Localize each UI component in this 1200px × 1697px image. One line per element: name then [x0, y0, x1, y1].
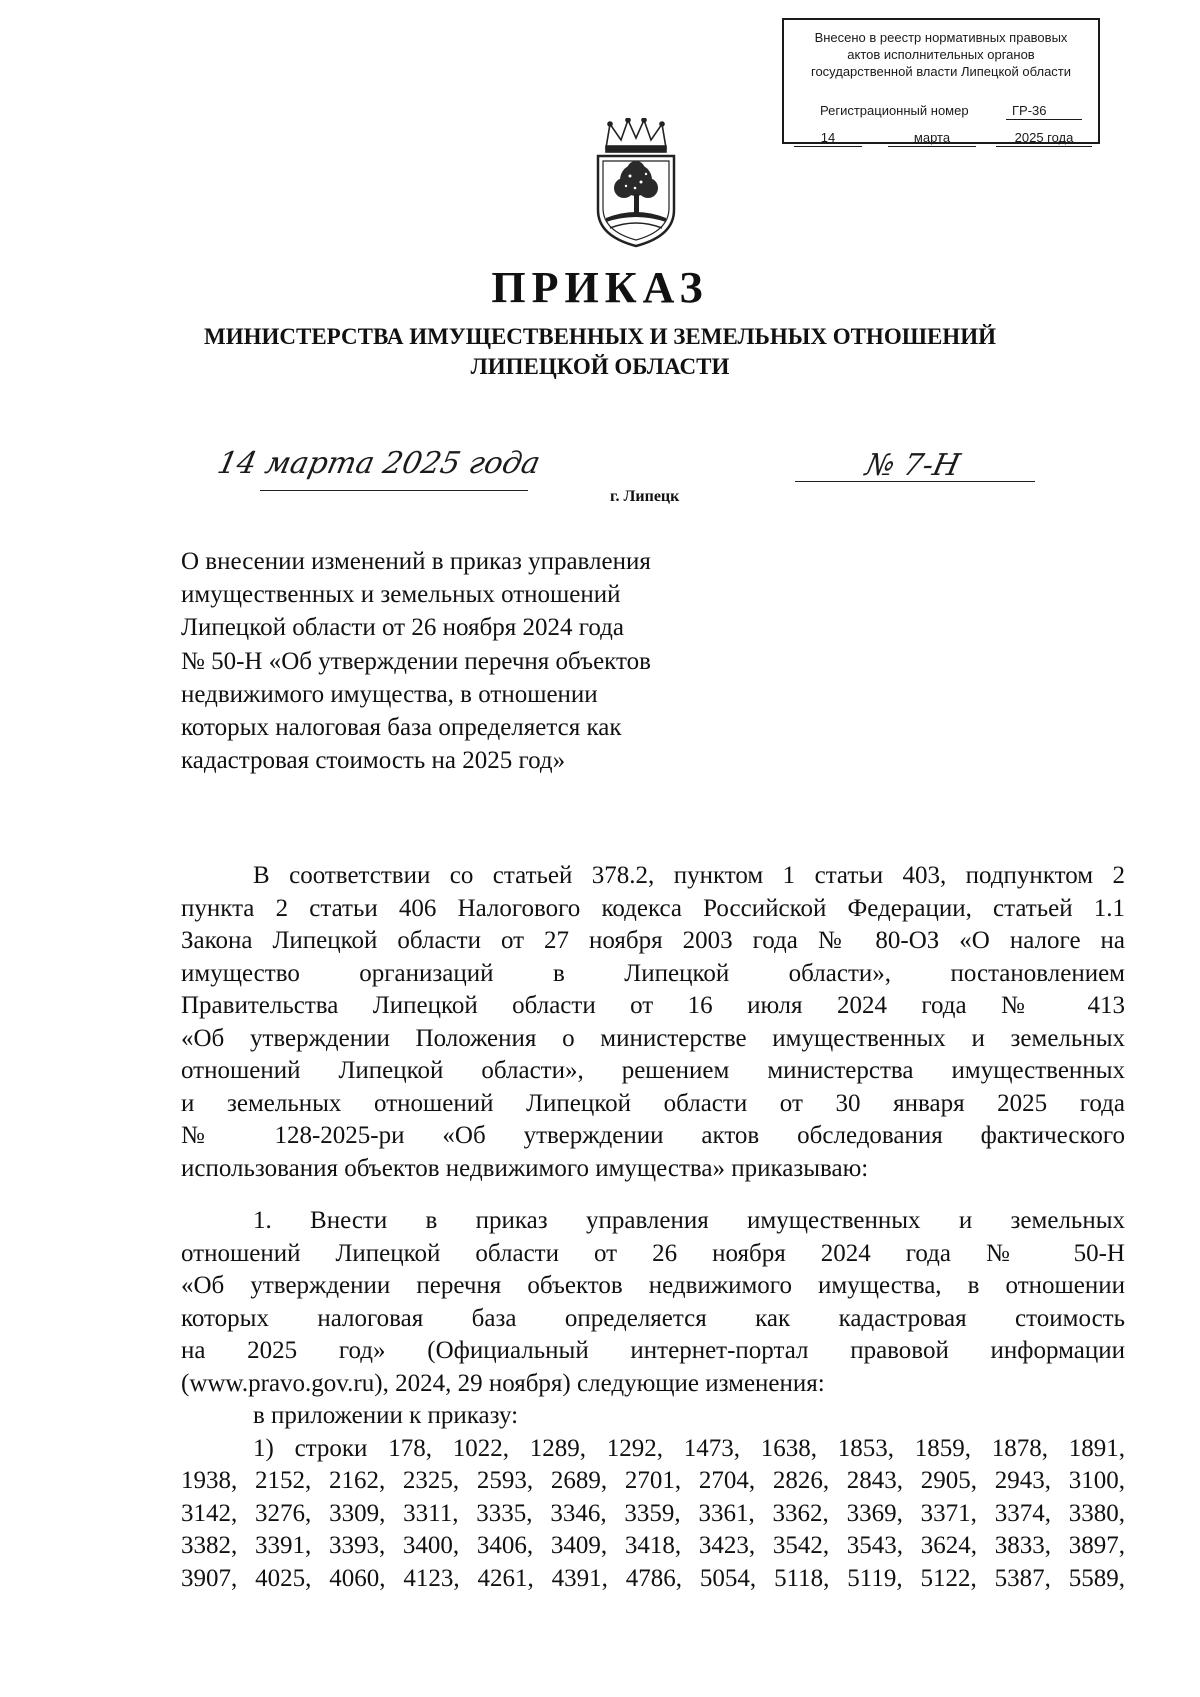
- preamble-line: Правительства Липецкой области от 16 июля 2024 года № 413: [181, 992, 1125, 1019]
- date-underline: [260, 490, 528, 491]
- ministry-line: МИНИСТЕРСТВА ИМУЩЕСТВЕННЫХ И ЗЕМЕЛЬНЫХ ОТНОШЕНИЙ: [204, 324, 996, 349]
- item1-line: которых налоговая база определяется как кадастровая стоимость: [181, 1304, 1125, 1332]
- document-title: ПРИКАЗ: [491, 263, 709, 312]
- subject-line: О внесении изменений в приказ управления: [181, 548, 651, 575]
- preamble-line: пункта 2 статьи 406 Налогового кодекса Российской Федерации, статьей 1.1: [181, 894, 1125, 922]
- stamp-year: 2025 года: [996, 130, 1092, 147]
- stamp-line: государственной власти Липецкой области: [810, 64, 1072, 79]
- stamp-line: Внесено в реестр нормативных правовых: [814, 30, 1068, 45]
- subject-line: имущественных и земельных отношений: [181, 581, 621, 609]
- item1-line: на 2025 год» (Официальный интернет-портал правовой информации: [181, 1337, 1125, 1364]
- rows-line: 3142, 3276, 3309, 3311, 3335, 3346, 3359, 3361, 3362, 3369, 3371, 3374, 3380,: [181, 1499, 1125, 1527]
- number-underline: [795, 481, 1035, 482]
- rows-line: 1) строки 178, 1022, 1289, 1292, 1473, 1638, 1853, 1859, 1878, 1891,: [253, 1434, 1125, 1462]
- ministry-heading: [0, 322, 1200, 382]
- preamble-line: Закона Липецкой области от 27 ноября 2003 года № 80-ОЗ «О налоге на: [181, 927, 1125, 954]
- item1-line: «Об утверждении перечня объектов недвижимого имущества, в отношении: [181, 1272, 1125, 1299]
- document-body: [181, 860, 1125, 1595]
- coat-of-arms-icon: [588, 118, 684, 248]
- subject-line: недвижимого имущества, в отношении: [181, 680, 598, 708]
- subject-line: № 50-Н «Об утверждении перечня объектов: [181, 647, 651, 675]
- item1-line: (www.pravo.gov.ru), 2024, 29 ноября) следующие изменения:: [181, 1369, 825, 1397]
- preamble-line: имущество организаций в Липецкой области», постановлением: [181, 959, 1125, 987]
- rows-line: 3907, 4025, 4060, 4123, 4261, 4391, 4786, 5054, 5118, 5119, 5122, 5387, 5589,: [181, 1564, 1125, 1592]
- preamble-line: и земельных отношений Липецкой области от 30 января 2025 года: [181, 1089, 1125, 1117]
- preamble-line: № 128-2025-ри «Об утверждении актов обследования фактического: [181, 1122, 1125, 1149]
- rows-line: 1938, 2152, 2162, 2325, 2593, 2689, 2701, 2704, 2826, 2843, 2905, 2943, 3100,: [181, 1467, 1125, 1494]
- handwritten-date: 14 марта 2025 года: [214, 446, 544, 481]
- stamp-month: марта: [888, 130, 976, 147]
- ministry-line: ЛИПЕЦКОЙ ОБЛАСТИ: [470, 354, 730, 379]
- subject-line: Липецкой области от 26 ноября 2024 года: [181, 614, 624, 642]
- subject-block: [181, 545, 741, 777]
- subject-line: которых налоговая база определяется как: [181, 714, 622, 742]
- stamp-day: 14: [794, 130, 862, 147]
- rows-line: 3382, 3391, 3393, 3400, 3406, 3409, 3418, 3423, 3542, 3543, 3624, 3833, 3897,: [181, 1532, 1125, 1559]
- registry-stamp: [782, 18, 1100, 144]
- stamp-line: актов исполнительных органов: [847, 47, 1035, 62]
- preamble-line: «Об утверждении Положения о министерстве имущественных и земельных: [181, 1024, 1125, 1052]
- preamble-line: В соответствии со статьей 378.2, пунктом 1 статьи 403, подпунктом 2: [253, 862, 1125, 889]
- city-label: г. Липецк: [610, 488, 680, 505]
- preamble-line: использования объектов недвижимого имущества» приказываю:: [181, 1154, 869, 1182]
- stamp-reg-number: ГР-36: [1006, 102, 1082, 120]
- subject-line: кадастровая стоимость на 2025 год»: [181, 747, 566, 775]
- item1-line: отношений Липецкой области от 26 ноября 2024 года № 50-Н: [181, 1239, 1125, 1267]
- preamble-line: отношений Липецкой области», решением министерства имущественных: [181, 1057, 1125, 1084]
- appendix-intro: в приложении к приказу:: [253, 1402, 519, 1429]
- stamp-reg-label: Регистрационный номер: [820, 103, 969, 118]
- handwritten-number: № 7-Н: [862, 448, 964, 483]
- item1-line: 1. Внести в приказ управления имущественных и земельных: [253, 1207, 1125, 1234]
